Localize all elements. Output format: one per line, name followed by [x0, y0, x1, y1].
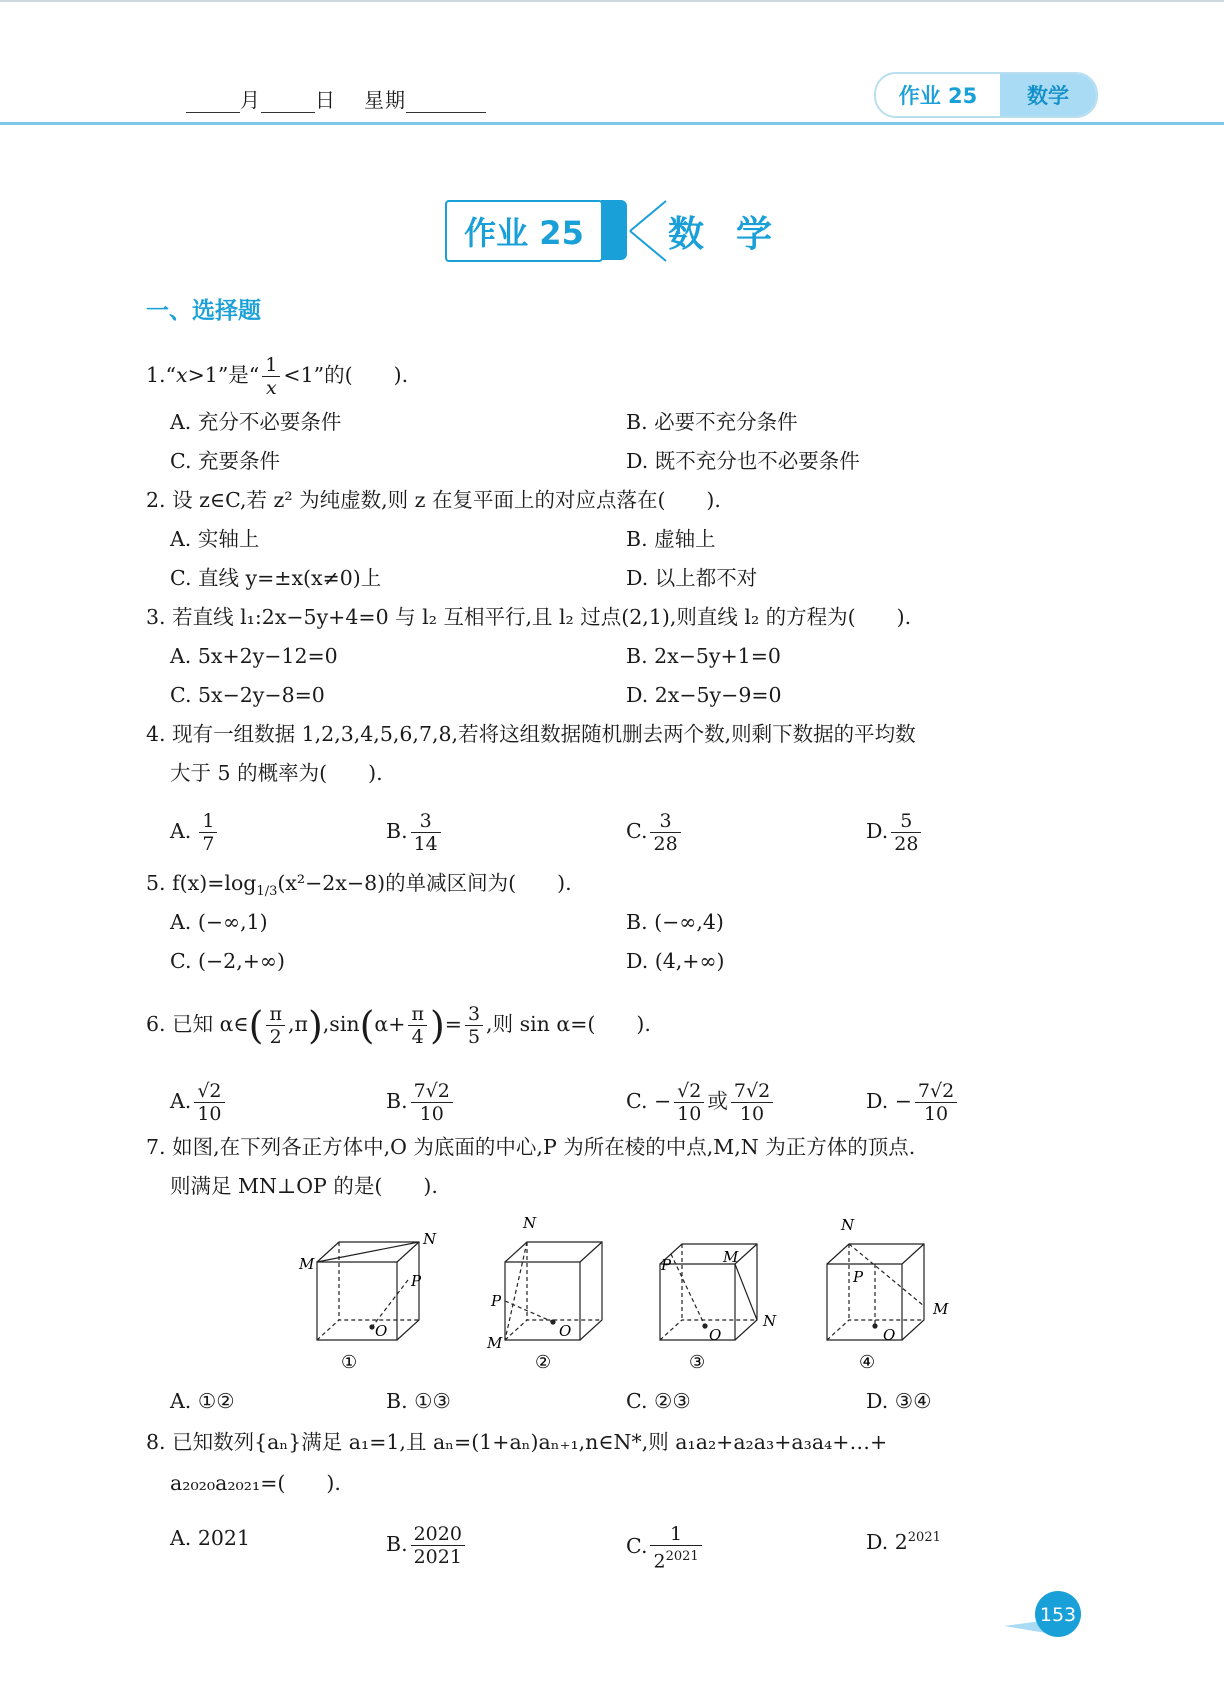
cube-figure-1	[317, 1242, 419, 1340]
numerator: 3	[411, 810, 441, 833]
weekday-label: 星期	[364, 88, 406, 112]
q4-option-c[interactable]	[626, 810, 684, 855]
q2-option-d[interactable]: D. 以上都不对	[626, 566, 758, 590]
q6-frac-2	[408, 1003, 427, 1048]
q5-option-a[interactable]: A. (−∞,1)	[170, 910, 268, 934]
label-o: O	[709, 1326, 722, 1344]
paren-open-icon: (	[359, 1003, 375, 1048]
q3-option-d[interactable]: D. 2x−5y−9=0	[626, 683, 782, 707]
q4-c-label: C.	[626, 819, 648, 843]
q6-c-fraction-1	[674, 1080, 704, 1125]
numerator: √2	[194, 1080, 224, 1103]
label-o: O	[883, 1326, 896, 1344]
badge-homework: 作业 25	[876, 74, 1000, 116]
q6-stem: ,π	[287, 1012, 308, 1036]
numerator: 1	[199, 810, 217, 833]
paren-close-icon: )	[429, 1003, 445, 1048]
numerator: 7√2	[411, 1080, 453, 1103]
denominator: 7	[202, 833, 215, 855]
month-blank[interactable]	[186, 92, 240, 113]
q2-option-b[interactable]: B. 虚轴上	[626, 527, 716, 551]
denominator: 5	[467, 1026, 481, 1048]
q6-option-c[interactable]	[626, 1080, 776, 1125]
question-3: 3. 若直线 l₁:2x−5y+4=0 与 l₂ 互相平行,且 l₂ 过点(2,1),则直线 l₂ 的方程为( ).	[146, 605, 912, 629]
q4-b-fraction	[411, 810, 441, 855]
q5-stem: (x²−2x−8)的单减区间为( ).	[277, 871, 572, 895]
label-n: N	[423, 1230, 437, 1248]
q6-stem: ,sin	[322, 1012, 360, 1036]
q4-a-fraction	[199, 810, 217, 855]
q4-option-d[interactable]	[866, 810, 924, 855]
q6-option-b[interactable]	[386, 1080, 456, 1125]
q1-numerator: 1	[262, 354, 280, 377]
q6-d-fraction	[915, 1080, 957, 1125]
question-7-cont: 则满足 MN⊥OP 的是( ).	[170, 1174, 438, 1198]
denominator: 10	[677, 1103, 702, 1125]
q5-stem: 5. f(x)=log	[146, 871, 257, 895]
label-n: N	[763, 1312, 777, 1330]
paren-close-icon: )	[307, 1003, 323, 1048]
q6-c-fraction-2	[731, 1080, 773, 1125]
q2-option-c[interactable]: C. 直线 y=±x(x≠0)上	[170, 566, 382, 590]
q6-a-fraction	[194, 1080, 224, 1125]
q1-var: x	[176, 363, 188, 387]
exponent: 2021	[665, 1549, 699, 1564]
q6-c-or: 或	[707, 1089, 728, 1113]
title-connector-icon	[626, 195, 670, 267]
q6-frac-3	[465, 1003, 483, 1048]
exponent: 2021	[907, 1530, 941, 1545]
denominator: 10	[197, 1103, 222, 1125]
q1-option-c[interactable]: C. 充要条件	[170, 449, 280, 473]
q4-c-fraction	[650, 810, 680, 855]
q1-stem: 1.“	[146, 363, 177, 387]
q8-option-b[interactable]	[386, 1523, 468, 1568]
question-1	[146, 354, 408, 399]
label-m: M	[487, 1334, 503, 1352]
question-8-cont: a₂₀₂₀a₂₀₂₁=( ).	[170, 1471, 341, 1495]
section-title: 一、选择题	[146, 298, 261, 324]
q8-d-label: D. 2	[866, 1529, 908, 1554]
cube-figure-2	[505, 1242, 602, 1340]
label-m: M	[933, 1300, 949, 1318]
q6-b-label: B.	[386, 1089, 408, 1113]
q4-option-b[interactable]	[386, 810, 444, 855]
q5-log-base: 1/3	[256, 884, 278, 900]
numerator: 7√2	[915, 1080, 957, 1103]
question-2: 2. 设 z∈C,若 z² 为纯虚数,则 z 在复平面上的对应点落在( ).	[146, 488, 721, 512]
numerator: π	[266, 1003, 285, 1026]
q7-option-d[interactable]: D. ③④	[866, 1389, 932, 1413]
q7-option-c[interactable]: C. ②③	[626, 1389, 691, 1413]
title-subject: 数学	[668, 214, 805, 255]
q7-option-b[interactable]: B. ①③	[386, 1389, 451, 1413]
question-6	[146, 1003, 651, 1048]
q4-b-label: B.	[386, 819, 408, 843]
numerator: 5	[891, 810, 921, 833]
q3-option-c[interactable]: C. 5x−2y−8=0	[170, 683, 325, 707]
page-number: 153	[1039, 1604, 1077, 1626]
q4-d-fraction	[891, 810, 921, 855]
denominator: 28	[653, 833, 678, 855]
q6-c-label: C. −	[626, 1089, 672, 1113]
denominator: 10	[923, 1103, 949, 1125]
q6-d-label: D. −	[866, 1089, 912, 1113]
q1-fraction	[262, 354, 280, 399]
numerator: 7√2	[731, 1080, 773, 1103]
label-p: P	[411, 1272, 422, 1290]
q6-stem: 6. 已知 α∈	[146, 1012, 249, 1036]
month-label: 月	[240, 88, 261, 112]
day-blank[interactable]	[261, 92, 315, 113]
day-label: 日	[315, 88, 336, 112]
q1-stem: >1”是“	[187, 363, 260, 387]
badge-subject: 数学	[1000, 74, 1096, 116]
numerator: 3	[465, 1003, 483, 1026]
denominator: 2021	[413, 1546, 462, 1568]
q1-option-b[interactable]: B. 必要不充分条件	[626, 410, 798, 434]
cube-figures	[295, 1210, 975, 1380]
q5-option-b[interactable]: B. (−∞,4)	[626, 910, 724, 934]
question-8: 8. 已知数列{aₙ}满足 a₁=1,且 aₙ=(1+aₙ)aₙ₊₁,n∈N*,则 a₁a₂+a₂a₃+a₃a₄+…+	[146, 1430, 888, 1454]
q6-frac-1	[266, 1003, 285, 1048]
figure-label-2: ②	[535, 1352, 552, 1373]
label-o: O	[375, 1322, 388, 1340]
question-7: 7. 如图,在下列各正方体中,O 为底面的中心,P 为所在棱的中点,M,N 为正方体的顶点.	[146, 1135, 916, 1159]
q5-option-d[interactable]: D. (4,+∞)	[626, 949, 725, 973]
title-tab	[601, 200, 627, 260]
q8-b-fraction	[411, 1523, 465, 1568]
base: 2	[653, 1550, 666, 1573]
q1-option-a[interactable]: A. 充分不必要条件	[170, 410, 342, 434]
q8-option-c[interactable]	[626, 1523, 705, 1572]
q2-option-a[interactable]: A. 实轴上	[170, 527, 260, 551]
figure-label-1: ①	[341, 1352, 358, 1373]
label-m: M	[299, 1255, 315, 1273]
q8-option-a[interactable]: A. 2021	[170, 1526, 251, 1550]
denominator: 14	[413, 833, 438, 855]
question-4-cont: 大于 5 的概率为( ).	[170, 761, 383, 785]
figure-label-4: ④	[859, 1352, 876, 1373]
q6-b-fraction	[411, 1080, 453, 1125]
q6-option-d[interactable]	[866, 1080, 960, 1125]
numerator: 3	[650, 810, 680, 833]
figure-label-3: ③	[689, 1352, 706, 1373]
denominator: 4	[411, 1026, 424, 1048]
label-n: N	[523, 1214, 537, 1232]
label-p: P	[491, 1292, 502, 1310]
q6-stem: =	[444, 1012, 462, 1036]
page-number-badge	[1000, 1588, 1090, 1644]
question-4: 4. 现有一组数据 1,2,3,4,5,6,7,8,若将这组数据随机删去两个数,则剩下数据的平均数	[146, 722, 916, 746]
label-p: P	[661, 1256, 672, 1274]
numerator: 1	[650, 1523, 701, 1546]
q6-stem: ,则 sin α=( ).	[486, 1012, 651, 1036]
label-o: O	[559, 1322, 572, 1340]
q1-stem: <1”的( ).	[283, 363, 409, 387]
q1-option-d[interactable]: D. 既不充分也不必要条件	[626, 449, 860, 473]
denominator: 2	[269, 1026, 282, 1048]
label-m: M	[723, 1248, 739, 1266]
q6-stem: α+	[374, 1012, 406, 1036]
question-5	[146, 868, 572, 907]
numerator: 2020	[411, 1523, 465, 1546]
q3-option-b[interactable]: B. 2x−5y+1=0	[626, 644, 781, 668]
paren-open-icon: (	[248, 1003, 264, 1048]
q6-option-a[interactable]	[170, 1080, 228, 1125]
denominator: 10	[739, 1103, 765, 1125]
denominator	[650, 1546, 701, 1572]
cube-figure-4	[827, 1244, 924, 1340]
label-n: N	[841, 1216, 855, 1234]
q8-b-label: B.	[386, 1532, 408, 1556]
numerator: √2	[674, 1080, 704, 1103]
label-p: P	[853, 1268, 864, 1286]
weekday-blank[interactable]	[406, 92, 486, 113]
q3-option-a[interactable]: A. 5x+2y−12=0	[170, 644, 338, 668]
homework-badge	[874, 72, 1098, 118]
q4-a-label: A.	[170, 819, 192, 843]
q6-a-label: A.	[170, 1089, 192, 1113]
numerator: π	[408, 1003, 427, 1026]
q7-option-a[interactable]: A. ①②	[170, 1389, 235, 1413]
q8-option-d[interactable]	[866, 1523, 941, 1557]
header-rule	[0, 122, 1224, 125]
q1-denominator: x	[265, 377, 277, 399]
q8-c-fraction	[650, 1523, 701, 1572]
date-line	[186, 84, 486, 113]
title-homework: 作业 25	[445, 200, 603, 262]
q5-option-c[interactable]: C. (−2,+∞)	[170, 949, 285, 973]
denominator: 10	[419, 1103, 444, 1125]
top-border	[0, 0, 1224, 2]
q4-option-a[interactable]	[170, 810, 220, 855]
q8-c-label: C.	[626, 1534, 648, 1559]
q4-d-label: D.	[866, 819, 889, 843]
denominator: 28	[894, 833, 919, 855]
